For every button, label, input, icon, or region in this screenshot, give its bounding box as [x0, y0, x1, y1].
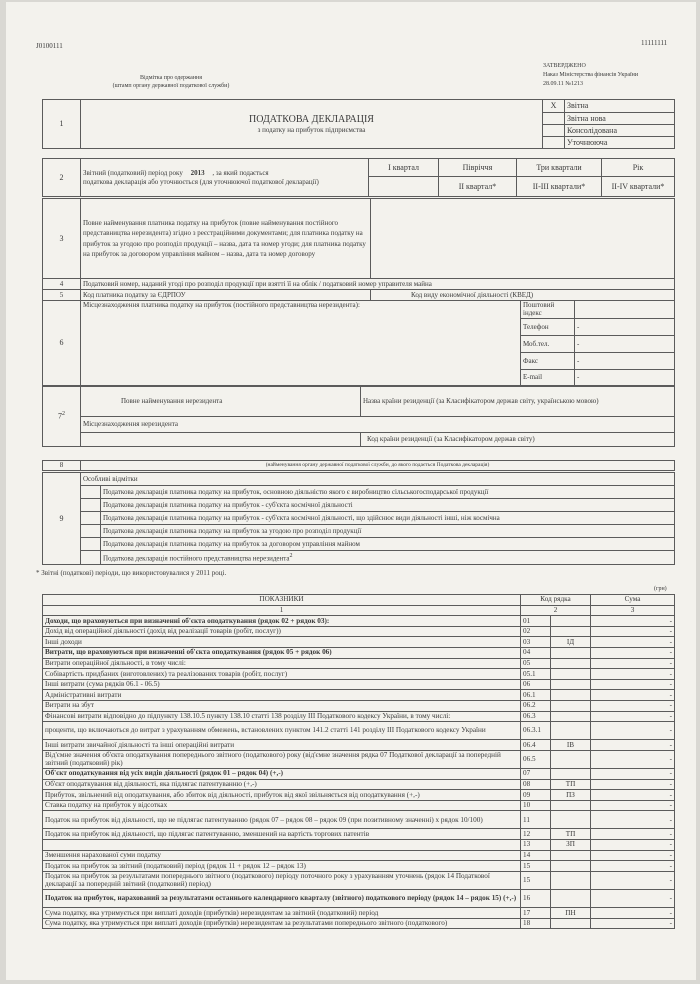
period-text3: податкова декларація або уточнюється (для уточнюючої податкової декларації): [83, 177, 319, 186]
sum-value[interactable]: -: [591, 850, 675, 861]
special-mark-space: Податкова декларація платника податку на прибуток - суб'єкта космічної діяльності: [101, 499, 675, 512]
indicator-label: Витрати, що враховуються при визначенні об'єкта оподаткування (рядок 05 + рядок 06): [43, 647, 521, 658]
table-row: [43, 839, 675, 850]
sum-value[interactable]: -: [591, 679, 675, 690]
section-8: [42, 460, 675, 471]
table-row: [43, 690, 675, 701]
period-year-option[interactable]: Рік: [602, 159, 675, 177]
period-q2-q4[interactable]: II-IV квартали*: [602, 177, 675, 197]
row-code: 18: [521, 918, 551, 929]
sum-value[interactable]: -: [591, 669, 675, 680]
table-row: [43, 700, 675, 711]
row-code: 03: [521, 637, 551, 648]
section-number: 8: [43, 461, 81, 471]
right-code: 11111111: [641, 39, 668, 47]
section-number: 2: [43, 159, 81, 197]
type-consolidated: Консолідована: [565, 125, 675, 137]
tax-number-label: Податковий номер, наданий угоді про розподіл продукції при взятті її на облік / податковий номер управителя майна: [81, 279, 675, 290]
type-reporting: Звітна: [565, 100, 675, 113]
postal-code-label: Поштовий індекс: [521, 301, 575, 319]
table-row: [43, 626, 675, 637]
indicator-label: Податок на прибуток від діяльності, що не підлягає патентуванню (рядок 07 – рядок 08 – рядок 09 (при позитивному значенні) х рядок 10/100): [43, 811, 521, 829]
appendix-code: [551, 700, 591, 711]
table-row: [43, 722, 675, 740]
section-number: 6: [43, 301, 81, 386]
row-code: 06.5: [521, 750, 551, 768]
special-mark-property: Податкова декларація платника податку на прибуток за договором управління майном: [101, 538, 675, 551]
appendix-code: [551, 811, 591, 829]
fax-label: Факс: [521, 352, 575, 369]
email-field[interactable]: -: [575, 369, 675, 385]
fax-field[interactable]: -: [575, 352, 675, 369]
row-code: 06.4: [521, 740, 551, 751]
indicator-label: Податок на прибуток, нарахований за результатами останнього календарного кварталу (звітного) податкового періоду (рядок 14 – рядок 15) (+,-): [43, 890, 521, 908]
sum-value[interactable]: -: [591, 779, 675, 790]
mark-checkbox[interactable]: [81, 538, 101, 551]
country-code-label: Код країни резиденції (за Класифікатором держав світу): [361, 433, 675, 447]
appendix-code: ПН: [551, 908, 591, 919]
appendix-code: ІВ: [551, 740, 591, 751]
mark-checkbox[interactable]: [81, 525, 101, 538]
edrpou-label: Код платника податку за ЄДРПОУ: [81, 290, 371, 301]
appendix-code: [551, 890, 591, 908]
indicator-label: Прибуток, звільнений від оподаткування, або збиток від діяльності, прибуток від якої звільняється від оподаткування (+,-): [43, 790, 521, 801]
table-row: [43, 740, 675, 751]
sum-value[interactable]: -: [591, 918, 675, 929]
row-code: 01: [521, 616, 551, 627]
header-num-3: 3: [591, 605, 675, 616]
indicator-label: [43, 839, 521, 850]
form-code: J0100111: [36, 42, 63, 50]
indicator-label: Витрати на збут: [43, 700, 521, 711]
special-mark-nonresident-text: Податкова декларація постійного представництва нерезидента: [103, 553, 290, 562]
nonresident-location-label: Місцезнаходження нерезидента: [81, 417, 675, 433]
section-1: [42, 99, 675, 149]
indicator-label: Витрати операційної діяльності, в тому числі:: [43, 658, 521, 669]
table-row: [43, 669, 675, 680]
appendix-code: [551, 679, 591, 690]
location-label: Місцезнаходження платника податку на прибуток (постійного представництва нерезидента):: [81, 301, 521, 386]
sum-value[interactable]: -: [591, 722, 675, 740]
appendix-code: [551, 861, 591, 872]
sum-value[interactable]: -: [591, 829, 675, 840]
table-row: [43, 890, 675, 908]
table-row: [43, 850, 675, 861]
phone-field[interactable]: -: [575, 318, 675, 335]
table-row: [43, 800, 675, 811]
indicator-label: Сума податку, яка утримується при виплаті доходів (прибутків) нерезидентам за результатами попереднього звітного (податкового): [43, 918, 521, 929]
table-row: [43, 790, 675, 801]
mark-checkbox[interactable]: [81, 512, 101, 525]
type-checkbox-new[interactable]: [543, 113, 565, 125]
appendix-code: [551, 871, 591, 889]
sum-value[interactable]: -: [591, 658, 675, 669]
table-row: [43, 711, 675, 722]
indicators-body: [43, 616, 675, 929]
declaration-title: ПОДАТКОВА ДЕКЛАРАЦІЯ: [249, 113, 374, 125]
special-mark-space-other: Податкова декларація платника податку на прибуток - суб'єкта космічної діяльності, що здійснює види діяльності інші, ніж космічна: [101, 512, 675, 525]
appendix-code: [551, 850, 591, 861]
appendix-code: [551, 750, 591, 768]
section-6: [42, 300, 675, 386]
mark-checkbox[interactable]: [81, 486, 101, 499]
indicator-label: Інші витрати (сума рядків 06.1 - 06.5): [43, 679, 521, 690]
table-row: [43, 779, 675, 790]
sum-value[interactable]: -: [591, 637, 675, 648]
appendix-code: [551, 647, 591, 658]
type-new: Звітна нова: [565, 113, 675, 125]
table-row: [43, 861, 675, 872]
declaration-title-cell: [81, 100, 543, 149]
footnote: * Звітні (податкові) періоди, що використовувалися у 2011 році.: [36, 569, 227, 577]
row-code: 09: [521, 790, 551, 801]
receipt-stamp-caption: (штамп органу державної податкової служби): [112, 83, 230, 89]
period-year: 2013: [190, 169, 205, 178]
table-row: [43, 658, 675, 669]
sum-value[interactable]: -: [591, 626, 675, 637]
sum-value[interactable]: -: [591, 861, 675, 872]
period-half-year[interactable]: Півріччя: [439, 159, 517, 177]
table-row: [43, 918, 675, 929]
appendix-code: [551, 769, 591, 780]
mark-checkbox[interactable]: [81, 499, 101, 512]
row-code: 12: [521, 829, 551, 840]
sum-value[interactable]: -: [591, 769, 675, 780]
section-number: [43, 387, 81, 447]
indicators-table: [42, 594, 675, 929]
declaration-sheet: [6, 2, 696, 980]
row-code: 05.1: [521, 669, 551, 680]
appendix-code: [551, 626, 591, 637]
table-row: [43, 637, 675, 648]
sum-value[interactable]: -: [591, 690, 675, 701]
appendix-code: [551, 669, 591, 680]
section-2: [42, 158, 675, 197]
table-row: [43, 908, 675, 919]
row-code: 04: [521, 647, 551, 658]
table-row: [43, 616, 675, 627]
country-name-label: Назва країни резиденції (за Класифікатором держав світу, українською мовою): [361, 387, 675, 417]
appendix-code: ПЗ: [551, 790, 591, 801]
appendix-code: [551, 690, 591, 701]
row-code: 06: [521, 679, 551, 690]
indicator-label: Доходи, що враховуються при визначенні об'єкта оподаткування (рядок 02 + рядок 03):: [43, 616, 521, 627]
type-clarifying: Уточнююча: [565, 137, 675, 149]
period-text2: , за який подається: [212, 169, 269, 178]
row-code: 06.1: [521, 690, 551, 701]
indicator-label: Об'єкт оподаткування від усіх видів діяльності (рядок 01 – рядок 04) (+,-): [43, 769, 521, 780]
period-description: [81, 159, 369, 197]
special-mark-sup: 2: [289, 552, 293, 559]
type-checkbox-consolidated[interactable]: [543, 125, 565, 137]
period-text: Звітний (податковий) період року: [83, 169, 183, 178]
receipt-stamp-label: Відмітка про одержання: [139, 75, 203, 81]
taxpayer-name-label: Повне найменування платника податку на прибуток (повне найменування постійного представництва нерезидента) згідно з реєстраційними документами; для платника податку на прибуток за угодою про розподіл продукції – назва, дата та номер угоди; для платника податку на прибуток за договором управління майном – назва, дата та номер договору: [81, 199, 371, 279]
appendix-code: ТП: [551, 829, 591, 840]
row-code: 08: [521, 779, 551, 790]
section-9: [42, 472, 675, 565]
email-label: E-mail: [521, 369, 575, 385]
row-code: 06.3: [521, 711, 551, 722]
table-row: [43, 750, 675, 768]
indicator-label: Від'ємне значення об'єкта оподаткування попереднього звітного (податкового) року (від'ємне значення рядка 07 Податкової декларації за попередній звітний (податковий) рік): [43, 750, 521, 768]
section-number: 5: [43, 290, 81, 301]
declaration-subtitle: з податку на прибуток підприємства: [257, 125, 366, 134]
sum-value[interactable]: -: [591, 800, 675, 811]
sum-value[interactable]: -: [591, 700, 675, 711]
section-number: 9: [43, 473, 81, 565]
section-3-5: [42, 198, 675, 301]
mobile-field[interactable]: -: [575, 335, 675, 352]
row-code: 13: [521, 839, 551, 850]
indicator-label: Податок на прибуток від діяльності, що підлягає патентуванню, зменшений на вартість торгових патентів: [43, 829, 521, 840]
indicator-label: Адміністративні витрати: [43, 690, 521, 701]
appendix-code: [551, 918, 591, 929]
units-label: (грн): [654, 586, 667, 592]
approved-label: ЗАТВЕРДЖЕНО: [543, 63, 586, 69]
row-code: 06.3.1: [521, 722, 551, 740]
appendix-code: [551, 722, 591, 740]
special-mark-agri: Податкова декларація платника податку на прибуток, основною діяльністю якого є виробництво сільськогосподарської продукції: [101, 486, 675, 499]
approved-order: Наказ Міністерства фінансів України: [543, 72, 639, 78]
mark-checkbox[interactable]: [81, 551, 101, 565]
header-num-1: 1: [43, 605, 521, 616]
table-row: [43, 679, 675, 690]
header-indicators: ПОКАЗНИКИ: [43, 595, 521, 606]
row-code: 15: [521, 871, 551, 889]
indicator-label: Ставка податку на прибуток у відсотках: [43, 800, 521, 811]
table-row: [43, 871, 675, 889]
header-code: Код рядка: [521, 595, 591, 606]
indicator-label: проценти, що включаються до витрат з урахуванням обмежень, встановлених пунктом 141.2 статті 141 розділу III Податкового кодексу України: [43, 722, 521, 740]
section-number-text: 7: [58, 412, 62, 422]
special-mark-psa: Податкова декларація платника податку на прибуток за угодою про розподіл продукції: [101, 525, 675, 538]
period-empty: [369, 177, 439, 197]
header-sum: Сума: [591, 595, 675, 606]
sum-value[interactable]: -: [591, 871, 675, 889]
period-three-quarters[interactable]: Три квартали: [517, 159, 602, 177]
approved-date: 28.09.11 №1213: [543, 81, 584, 87]
period-q2-q3[interactable]: II-III квартали*: [517, 177, 602, 197]
sum-value[interactable]: -: [591, 616, 675, 627]
table-row: [43, 647, 675, 658]
indicator-label: Інші витрати звичайної діяльності та інші операційні витрати: [43, 740, 521, 751]
row-code: 15: [521, 861, 551, 872]
row-code: 14: [521, 850, 551, 861]
indicator-label: Податок на прибуток за звітний (податковий) період (рядок 11 + рядок 12 – рядок 13): [43, 861, 521, 872]
row-code: 16: [521, 890, 551, 908]
indicator-label: Зменшення нарахованої суми податку: [43, 850, 521, 861]
appendix-code: ТП: [551, 779, 591, 790]
nonresident-name-label: Повне найменування нерезидента: [81, 387, 361, 417]
phone-label: Телефон: [521, 318, 575, 335]
type-checkbox-reporting[interactable]: X: [543, 100, 565, 113]
indicator-label: Фінансові витрати відповідно до підпункту 138.10.5 пункту 138.10 статті 138 розділу III Податкового кодексу України, в тому числі:: [43, 711, 521, 722]
row-code: 17: [521, 908, 551, 919]
postal-code-field[interactable]: [575, 301, 675, 319]
sum-value[interactable]: -: [591, 740, 675, 751]
appendix-code: [551, 616, 591, 627]
row-code: 02: [521, 626, 551, 637]
type-checkbox-clarifying[interactable]: [543, 137, 565, 149]
special-mark-nonresident: [101, 551, 675, 565]
appendix-code: [551, 800, 591, 811]
taxpayer-name-value[interactable]: [371, 199, 675, 279]
indicator-label: Інші доходи: [43, 637, 521, 648]
section-number-sup: 2: [62, 411, 65, 418]
sum-value[interactable]: -: [591, 711, 675, 722]
sum-value[interactable]: -: [591, 790, 675, 801]
table-row: [43, 811, 675, 829]
row-code: 11: [521, 811, 551, 829]
row-code: 10: [521, 800, 551, 811]
empty-cell: [81, 433, 361, 447]
appendix-code: [551, 658, 591, 669]
sum-value[interactable]: -: [591, 647, 675, 658]
row-code: 06.2: [521, 700, 551, 711]
table-row: [43, 769, 675, 780]
indicator-label: Собівартість придбаних (виготовлених) та реалізованих товарів (робіт, послуг): [43, 669, 521, 680]
indicator-label: Об'єкт оподаткування від діяльності, яка підлягає патентуванню (+,-): [43, 779, 521, 790]
period-q2[interactable]: II квартал*: [439, 177, 517, 197]
sum-value[interactable]: -: [591, 811, 675, 829]
tax-office-caption: (найменування органу державної податкової служби, до якого подається Податкова декларація): [81, 461, 675, 471]
sum-value[interactable]: -: [591, 839, 675, 850]
section-7: [42, 386, 675, 447]
header-num-2: 2: [521, 605, 591, 616]
appendix-code: ЗП: [551, 839, 591, 850]
appendix-code: ІД: [551, 637, 591, 648]
indicator-label: Сума податку, яка утримується при виплаті доходів (прибутків) нерезидентам за звітний (податковий) період: [43, 908, 521, 919]
indicator-label: Дохід від операційної діяльності (дохід від реалізації товарів (робіт, послуг)): [43, 626, 521, 637]
special-marks-title: Особливі відмітки: [81, 473, 675, 486]
mobile-label: Моб.тел.: [521, 335, 575, 352]
appendix-code: [551, 711, 591, 722]
sum-value[interactable]: -: [591, 890, 675, 908]
period-q1[interactable]: I квартал: [369, 159, 439, 177]
indicator-label: Податок на прибуток за результатами попереднього звітного (податкового) періоду поточного року з урахуванням уточнень (рядок 14 Податкової декларації за попередній звітний (податковий) період): [43, 871, 521, 889]
sum-value[interactable]: -: [591, 750, 675, 768]
row-code: 07: [521, 769, 551, 780]
table-row: [43, 829, 675, 840]
kved-label: Код виду економічної діяльності (КВЕД): [371, 290, 675, 301]
sum-value[interactable]: -: [591, 908, 675, 919]
section-number: 1: [43, 100, 81, 149]
section-number: 4: [43, 279, 81, 290]
section-number: 3: [43, 199, 81, 279]
row-code: 05: [521, 658, 551, 669]
